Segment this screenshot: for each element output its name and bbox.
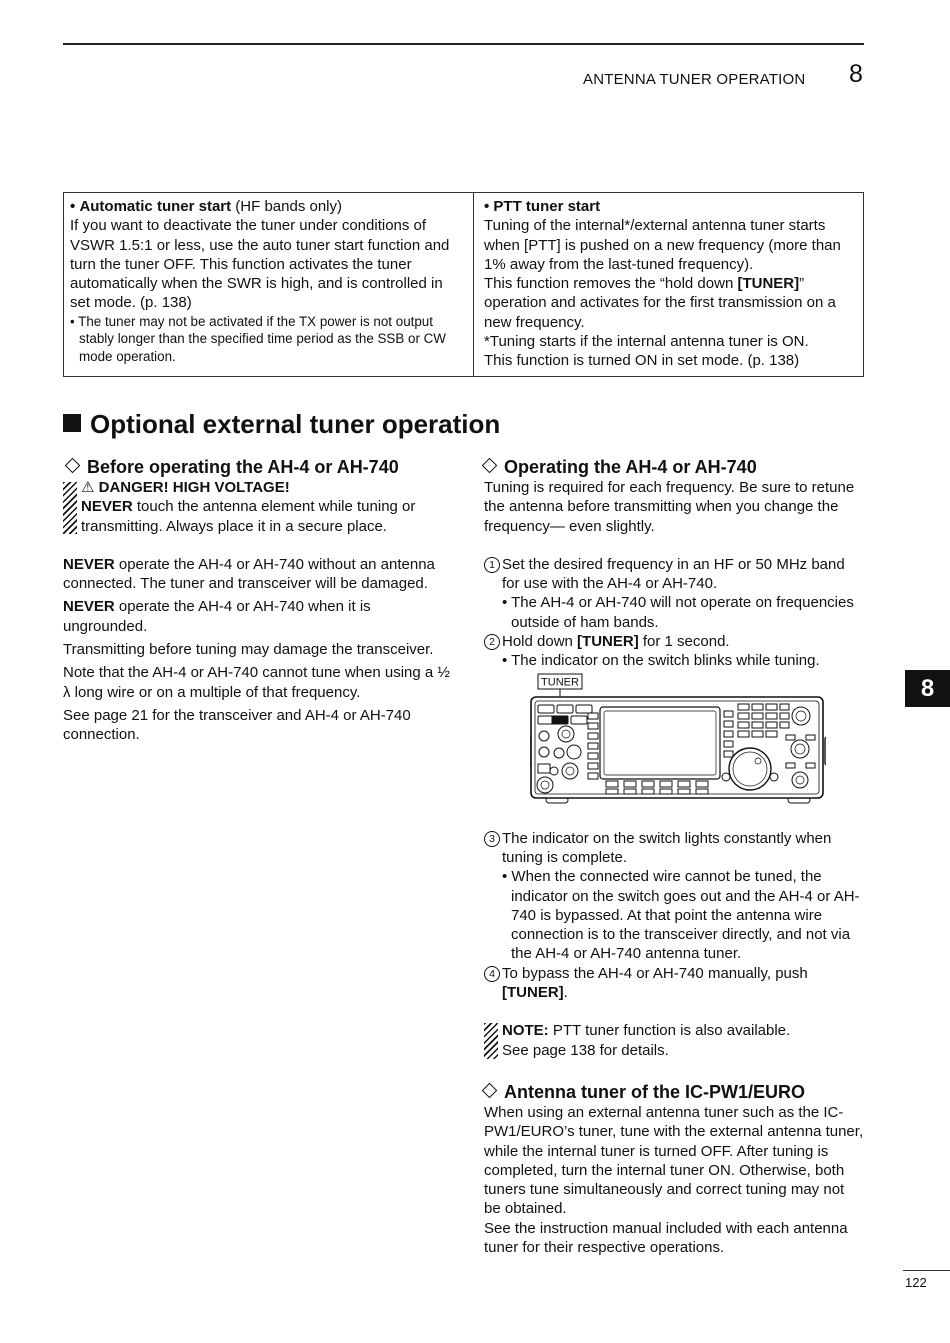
ptt-tuner-start-body-4: This function is turned ON in set mode. (p. 138): [484, 352, 800, 370]
diamond-icon: [482, 458, 498, 474]
page-number-rule: [903, 1270, 950, 1271]
operating-intro: Tuning is required for each frequency. Be sure to retune the antenna before transmitting when you change the frequency— even slightly.: [484, 479, 855, 535]
step-3: 3 The indicator on the switch lights constantly when tuning is complete.: [484, 829, 864, 868]
danger-warning: [63, 478, 453, 536]
operating-column: [484, 456, 864, 1257]
section-square-icon: [63, 414, 81, 432]
never-without-antenna: NEVER operate the AH-4 or AH-740 without an antenna connected. The tuner and transceiver will be damaged.: [63, 555, 435, 593]
pw1-heading: Antenna tuner of the IC-PW1/EURO: [480, 1081, 864, 1103]
transmit-warning: Transmitting before tuning may damage the transceiver.: [63, 641, 434, 659]
header-chapter-number: 8: [849, 60, 863, 88]
chapter-tab: 8: [905, 670, 950, 707]
auto-tuner-start-label: Automatic tuner start: [79, 198, 232, 215]
pw1-body-1: When using an external antenna tuner such as the IC-PW1/EURO’s tuner, tune with the external antenna tuner, while the internal tuner is turned OFF. After tuning is completed, turn the internal tuner ON. Otherwise, both tuners tune simultaneously and correct tuning may not be obtained.: [484, 1103, 864, 1218]
step-3-bullet: • When the connected wire cannot be tuned, the indicator on the switch goes out and the AH-4 or AH-740 is bypassed. At that point the antenna wire connection is to the transceiver directly, and not via the AH-4 or AH-740 antenna tuner.: [502, 868, 860, 963]
auto-tuner-start-suffix: (HF bands only): [231, 198, 342, 215]
before-operating-heading: Before operating the AH-4 or AH-740: [63, 456, 453, 478]
half-wave-note: Note that the AH-4 or AH-740 cannot tune when using a ½ λ long wire or on a multiple of that frequency.: [63, 664, 450, 701]
ptt-tuner-start-body-3: *Tuning starts if the internal antenna tuner is ON.: [484, 333, 809, 351]
tuner-callout-label: TUNER: [541, 676, 579, 689]
diamond-icon: [65, 458, 81, 474]
diamond-icon: [482, 1083, 498, 1099]
tuner-key: [TUNER]: [577, 633, 639, 651]
hatch-marker-icon: [63, 482, 77, 534]
step-number-icon: 3: [484, 831, 500, 847]
step-4: 4 To bypass the AH-4 or AH-740 manually, push [TUNER].: [484, 964, 864, 1003]
danger-title: ⚠ DANGER! HIGH VOLTAGE!: [81, 479, 290, 496]
top-rule: [63, 43, 864, 45]
tuner-key: [TUNER]: [502, 984, 564, 1002]
ptt-note: NOTE: PTT tuner function is also available. See page 138 for details.: [484, 1021, 864, 1060]
auto-tuner-start-title: • Automatic tuner start (HF bands only): [70, 198, 342, 215]
transceiver-front-panel-icon: [530, 673, 826, 805]
before-operating-column: [63, 456, 453, 745]
page-number: 122: [905, 1275, 927, 1290]
info-box-divider: [473, 193, 474, 376]
operating-heading: Operating the AH-4 or AH-740: [480, 456, 864, 478]
auto-tuner-start-block: [70, 197, 465, 365]
tuner-key: [TUNER]: [737, 275, 800, 293]
danger-text: NEVER touch the antenna element while tuning or transmitting. Always place it in a secure place.: [81, 498, 416, 535]
section-heading: Optional external tuner operation: [63, 407, 500, 441]
see-page-21: See page 21 for the transceiver and AH-4 or AH-740 connection.: [63, 706, 411, 744]
auto-tuner-start-note: • The tuner may not be activated if the TX power is not output stably longer than the specified time period as the SSB or CW mode operation.: [70, 313, 446, 364]
step-1: 1 Set the desired frequency in an HF or 50 MHz band for use with the AH-4 or AH-740.: [484, 555, 864, 594]
ptt-tuner-start-body-2: This function removes the “hold down [TUNER]” operation and activates for the first transmission on a new frequency.: [484, 275, 836, 331]
hatch-marker-icon: [484, 1023, 498, 1059]
step-number-icon: 2: [484, 634, 500, 650]
transceiver-illustration: [530, 673, 826, 805]
auto-tuner-start-body: If you want to deactivate the tuner under conditions of VSWR 1.5:1 or less, use the auto tuner start function and turn the tuner OFF. This function activates the tuner automatically when the SWR is high, and is controlled in set mode. (p. 138): [70, 217, 450, 312]
never-ungrounded: NEVER operate the AH-4 or AH-740 when it is ungrounded.: [63, 598, 371, 635]
step-number-icon: 1: [484, 557, 500, 573]
step-number-icon: 4: [484, 966, 500, 982]
note-label: NOTE:: [502, 1022, 549, 1040]
step-1-bullet: • The AH-4 or AH-740 will not operate on frequencies outside of ham bands.: [502, 594, 854, 631]
step-2-bullet: • The indicator on the switch blinks while tuning.: [502, 652, 820, 670]
ptt-tuner-start-block: [484, 197, 856, 371]
pw1-body-2: See the instruction manual included with each antenna tuner for their respective operations.: [484, 1219, 848, 1257]
header-title: ANTENNA TUNER OPERATION: [583, 71, 806, 88]
step-2: 2 Hold down [TUNER] for 1 second.: [484, 632, 864, 651]
ptt-tuner-start-body-1: Tuning of the internal*/external antenna tuner starts when [PTT] is pushed on a new frequency (more than 1% away from the last-tuned frequency).: [484, 217, 841, 273]
ptt-tuner-start-title: • PTT tuner start: [484, 198, 601, 215]
